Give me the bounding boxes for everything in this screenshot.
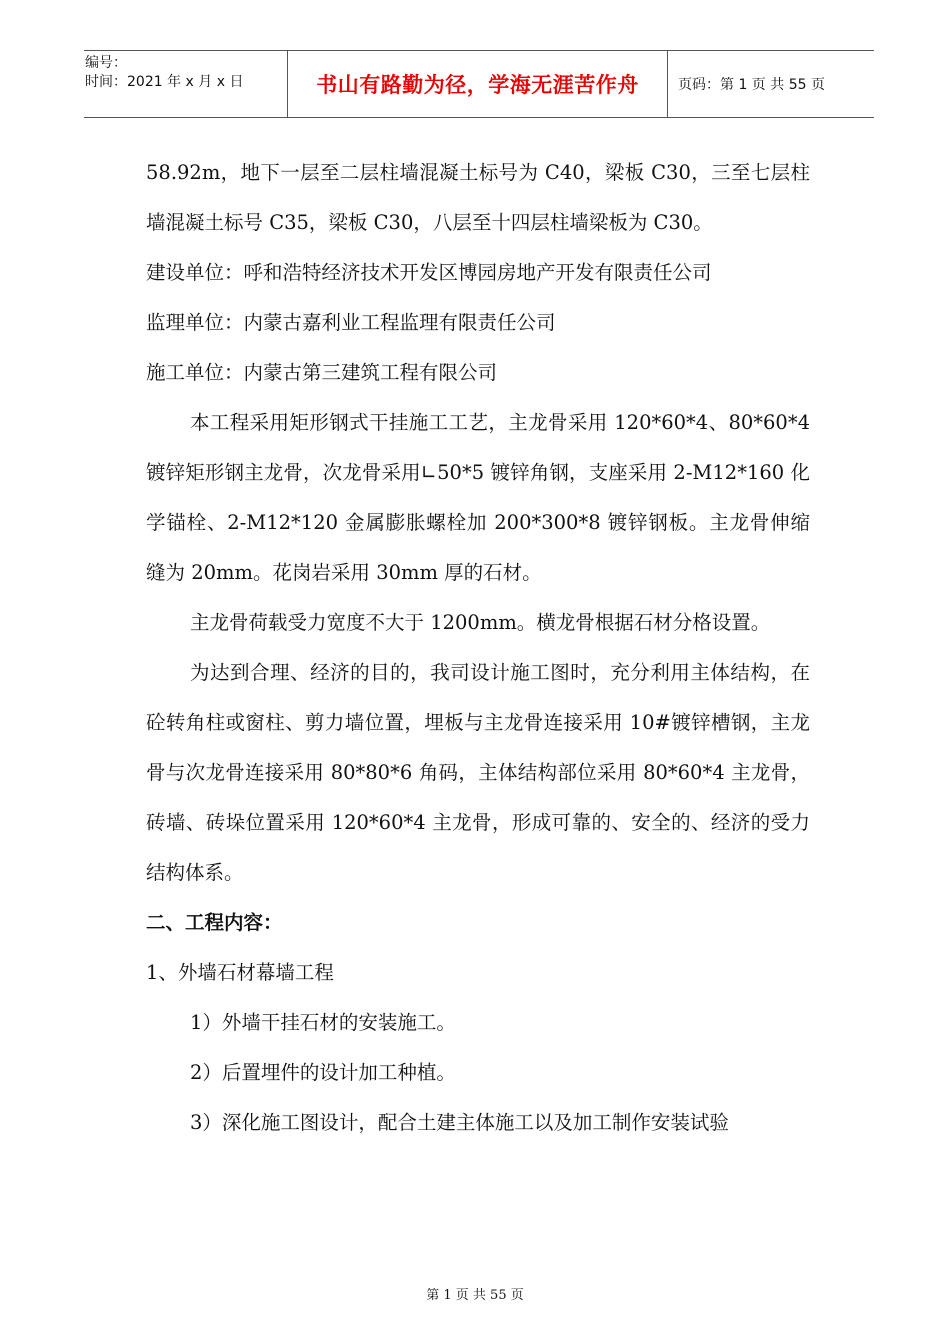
paragraph-load-width: 主龙骨荷载受力宽度不大于 1200mm。横龙骨根据石材分格设置。 xyxy=(190,611,771,634)
header-meta xyxy=(84,51,287,117)
paragraph-design-intent: 为达到合理、经济的目的，我司设计施工图时，充分利用主体结构，在砼转角柱或窗柱、剪力墙位置，埋板与主龙骨连接采用 10#镀锌槽钢，主龙骨与次龙骨连接采用 80*80*6 角码，主体结构部位采用 80*60*4 主龙骨，砖墙、砖垛位置采用 120*60*4 主龙骨，形成可靠的、安全的、经济的受力结构体系。 xyxy=(146,661,810,884)
paragraph-structure-spec: 58.92m，地下一层至二层柱墙混凝土标号为 C40，梁板 C30，三至七层柱墙混凝土标号 C35，梁板 C30，八层至十四层柱墙梁板为 C30。 xyxy=(146,161,810,234)
document-body xyxy=(146,148,810,1148)
paragraph-owner: 建设单位：呼和浩特经济技术开发区博园房地产开发有限责任公司 xyxy=(146,261,712,284)
paragraph-process: 本工程采用矩形钢式干挂施工工艺，主龙骨采用 120*60*4、80*60*4 镀锌矩形钢主龙骨，次龙骨采用∟50*5 镀锌角钢，支座采用 2-M12*160 化学锚栓、2-M12*120 金属膨胀螺栓加 200*300*8 镀锌钢板。主龙骨伸缩缝为 20mm。花岗岩采用 30mm 厚的石材。 xyxy=(146,411,810,584)
serial-label: 编号： xyxy=(85,55,127,71)
document-header xyxy=(84,50,874,118)
date-label: 时间：2021 年 x 月 x 日 xyxy=(85,74,244,90)
header-motto: 书山有路勤为径，学海无涯苦作舟 xyxy=(287,51,668,117)
sub-item-embedded-parts: 2）后置埋件的设计加工种植。 xyxy=(190,1061,456,1084)
section-heading-scope: 二、工程内容： xyxy=(146,911,283,934)
sub-item-install: 1）外墙干挂石材的安装施工。 xyxy=(190,1011,456,1034)
page-footer: 第 1 页 共 55 页 xyxy=(426,1288,524,1303)
header-page-info: 页码：第 1 页 共 55 页 xyxy=(678,77,825,93)
paragraph-contractor: 施工单位：内蒙古第三建筑工程有限公司 xyxy=(146,361,498,384)
sub-item-detailed-design: 3）深化施工图设计，配合土建主体施工以及加工制作安装试验 xyxy=(190,1111,729,1134)
list-item-stone-curtain-wall: 1、外墙石材幕墙工程 xyxy=(146,961,334,984)
paragraph-supervisor: 监理单位：内蒙古嘉利业工程监理有限责任公司 xyxy=(146,311,556,334)
